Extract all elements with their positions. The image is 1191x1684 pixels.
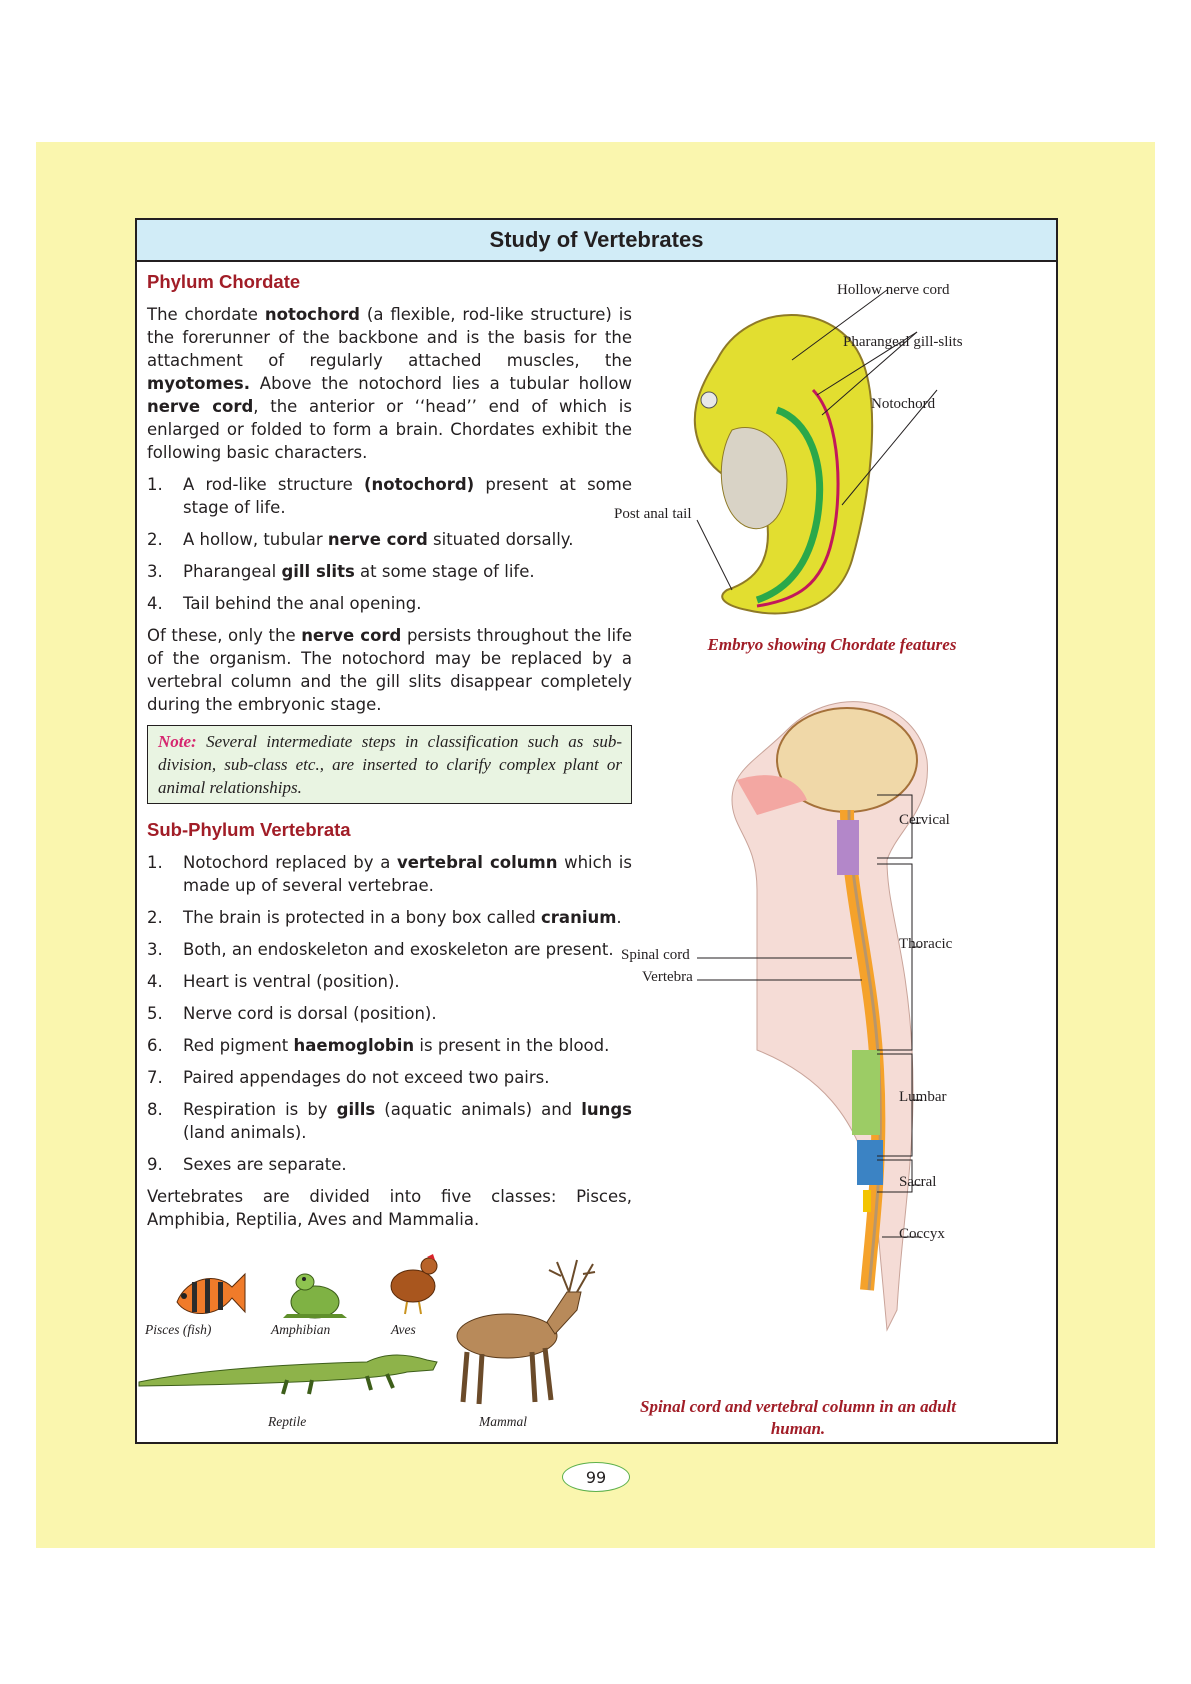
label-vertebra: Vertebra	[642, 969, 693, 985]
list-item: 6. Red pigment haemoglobin is present in the blood.	[147, 1036, 610, 1055]
phylum-outro: Of these, only the nerve cord persists throughout the life of the organism. The notochord may be replaced by a vertebral column and the gill slits disappear completely during the embryonic stage.	[147, 626, 632, 714]
label-lumbar: Lumbar	[899, 1089, 947, 1105]
note-box	[147, 725, 632, 804]
label-reptile: Reptile	[268, 1414, 307, 1429]
animal-illustrations	[137, 1252, 627, 1442]
spine-illustration	[697, 690, 1037, 1400]
phylum-heading: Phylum Chordate	[147, 271, 301, 292]
label-post-anal-tail: Post anal tail	[614, 506, 692, 522]
spine-caption-line2: human.	[770, 1419, 826, 1438]
content-frame	[135, 218, 1058, 1444]
page-number: 99	[562, 1462, 630, 1492]
phylum-intro: The chordate notochord (a flexible, rod-like structure) is the forerunner of the backbone and is the basis for the attachment of regularly attached muscles, the myotomes. Above the notochord lies a tubular hollow nerve cord, the anterior or ‘‘head’’ end of which is enlarged or folded to form a brain. Chordates exhibit the following basic characters.	[147, 305, 632, 462]
list-item: 1. Notochord replaced by a vertebral column which is made up of several vertebrae.	[147, 853, 632, 895]
list-item: 4. Tail behind the anal opening.	[147, 594, 422, 613]
spine-caption-line1: Spinal cord and vertebral column in an adult	[640, 1397, 956, 1416]
label-cervical: Cervical	[899, 812, 950, 828]
animals-illustration	[137, 1252, 627, 1442]
list-item: 5. Nerve cord is dorsal (position).	[147, 1004, 437, 1023]
crocodile-illustration	[139, 1355, 437, 1394]
label-notochord: Notochord	[871, 396, 936, 412]
label-hollow-nerve-cord: Hollow nerve cord	[837, 282, 950, 298]
label-amphibian: Amphibian	[271, 1322, 331, 1337]
list-item: 7. Paired appendages do not exceed two pairs.	[147, 1068, 550, 1087]
fish-illustration	[177, 1274, 245, 1314]
text-column	[147, 270, 632, 1240]
note-label: Note:	[158, 732, 197, 751]
label-pisces: Pisces (fish)	[145, 1322, 212, 1337]
list-item: 4. Heart is ventral (position).	[147, 972, 400, 991]
spine-caption	[613, 1396, 983, 1440]
label-mammal: Mammal	[479, 1414, 527, 1429]
label-sacral: Sacral	[899, 1174, 937, 1190]
vertebrate-classes-text: Vertebrates are divided into five classes: Pisces, Amphibia, Reptilia, Aves and Mammalia.	[147, 1187, 632, 1229]
list-item: 8. Respiration is by gills (aquatic animals) and lungs (land animals).	[147, 1100, 632, 1142]
list-item: 3. Pharangeal gill slits at some stage of life.	[147, 562, 535, 581]
label-gill-slits: Pharangeal gill-slits	[843, 334, 963, 350]
hen-illustration	[391, 1254, 437, 1314]
note-text: Several intermediate steps in classification such as sub-division, sub-class etc., are inserted to clarify complex plant or animal relationships.	[158, 732, 622, 797]
spine-figure	[697, 690, 1037, 1400]
list-item: 3. Both, an endoskeleton and exoskeleton are present.	[147, 940, 614, 959]
label-coccyx: Coccyx	[899, 1226, 945, 1242]
list-item: 2. The brain is protected in a bony box called cranium.	[147, 908, 622, 927]
page-title: Study of Vertebrates	[137, 220, 1056, 262]
embryo-caption: Embryo showing Chordate features	[707, 635, 957, 654]
list-item: 2. A hollow, tubular nerve cord situated dorsally.	[147, 530, 574, 549]
list-item: 1. A rod-like structure (notochord) present at some stage of life.	[147, 475, 632, 517]
label-thoracic: Thoracic	[899, 936, 953, 952]
deer-illustration	[457, 1260, 595, 1404]
subphylum-heading: Sub-Phylum Vertebrata	[147, 819, 351, 840]
chordate-characters-list	[147, 473, 632, 615]
vertebrata-characters-list	[147, 851, 632, 1176]
list-item: 9. Sexes are separate.	[147, 1155, 347, 1174]
label-spinal-cord: Spinal cord	[621, 947, 690, 963]
frog-illustration	[283, 1274, 347, 1318]
label-aves: Aves	[391, 1322, 416, 1337]
